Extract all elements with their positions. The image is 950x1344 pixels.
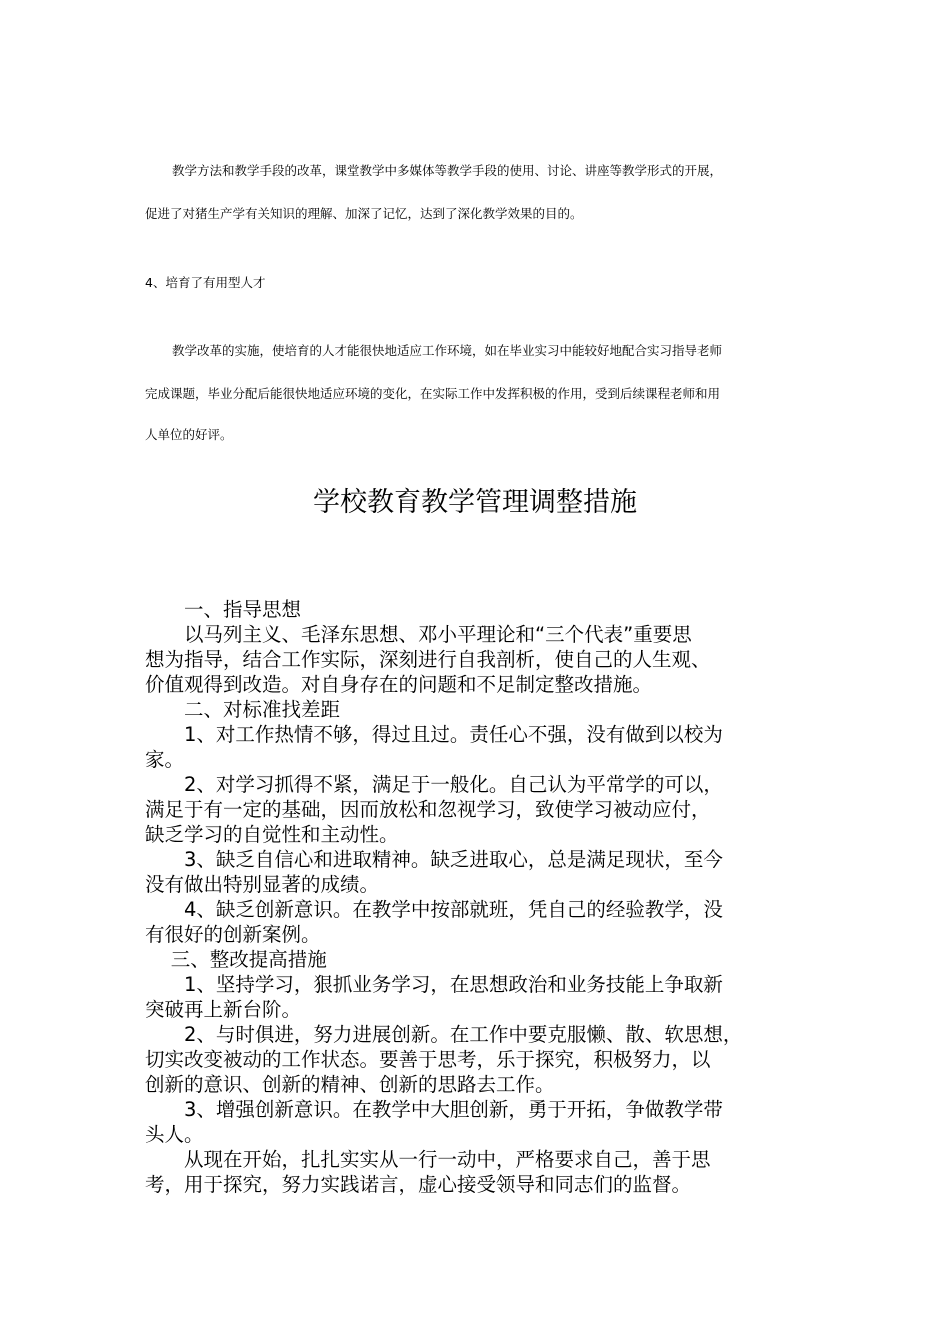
heading-improvement-measures: 三、整改提高措施 [145,948,327,971]
body-line: 想为指导，结合工作实际，深刻进行自我剖析，使自己的人生观、 [145,648,711,671]
body-line: 切实改变被动的工作状态。要善于思考，乐于探究，积极努力，以 [145,1048,711,1071]
body-line: 从现在开始，扎扎实实从一行一动中，严格要求自己，善于思 [145,1148,711,1171]
body-line: 满足于有一定的基础，因而放松和忽视学习，致使学习被动应付， [145,798,711,821]
body-line: 3、缺乏自信心和进取精神。缺乏进取心，总是满足现状，至今 [145,848,723,871]
heading-find-gaps: 二、对标准找差距 [145,698,341,721]
heading-guiding-thought: 一、指导思想 [145,598,302,621]
body-line: 以马列主义、毛泽东思想、邓小平理论和“三个代表”重要思 [145,623,692,646]
document-title: 学校教育教学管理调整措施 [313,487,637,518]
paragraph-2-line-3: 人单位的好评。 [145,427,233,442]
body-line: 创新的意识、创新的精神、创新的思路去工作。 [145,1073,555,1096]
paragraph-2-line-1: 教学改革的实施，使培育的人才能很快地适应工作环境，如在毕业实习中能较好地配合实习指导老师 [172,343,723,358]
body-line: 2、对学习抓得不紧，满足于一般化。自己认为平常学的可以， [145,773,723,796]
body-line: 价值观得到改造。对自身存在的问题和不足制定整改措施。 [145,673,653,696]
body-line: 考，用于探究，努力实践诺言，虚心接受领导和同志们的监督。 [145,1173,692,1196]
body-line: 2、与时俱进，努力进展创新。在工作中要克服懒、散、软思想， [145,1023,743,1046]
section-heading-4: 4、培育了有用型人才 [145,275,266,290]
body-line: 突破再上新台阶。 [145,998,302,1021]
paragraph-1-line-1: 教学方法和教学手段的改革，课堂教学中多媒体等教学手段的使用、讨论、讲座等教学形式的开展， [172,163,723,178]
body-line: 1、坚持学习，狠抓业务学习，在思想政治和业务技能上争取新 [145,973,723,996]
paragraph-2-line-2: 完成课题，毕业分配后能很快地适应环境的变化，在实际工作中发挥积极的作用，受到后续课程老师和用 [145,386,721,401]
body-line: 3、增强创新意识。在教学中大胆创新，勇于开拓，争做教学带 [145,1098,723,1121]
body-line: 缺乏学习的自觉性和主动性。 [145,823,399,846]
body-line: 没有做出特别显著的成绩。 [145,873,380,896]
paragraph-1-line-2: 促进了对猪生产学有关知识的理解、加深了记忆，达到了深化教学效果的目的。 [145,206,583,221]
body-line: 头人。 [145,1123,204,1146]
body-line: 1、对工作热情不够，得过且过。责任心不强，没有做到以校为 [145,723,723,746]
body-line: 有很好的创新案例。 [145,923,321,946]
body-line: 4、缺乏创新意识。在教学中按部就班，凭自己的经验教学，没 [145,898,723,921]
body-line: 家。 [145,748,185,771]
